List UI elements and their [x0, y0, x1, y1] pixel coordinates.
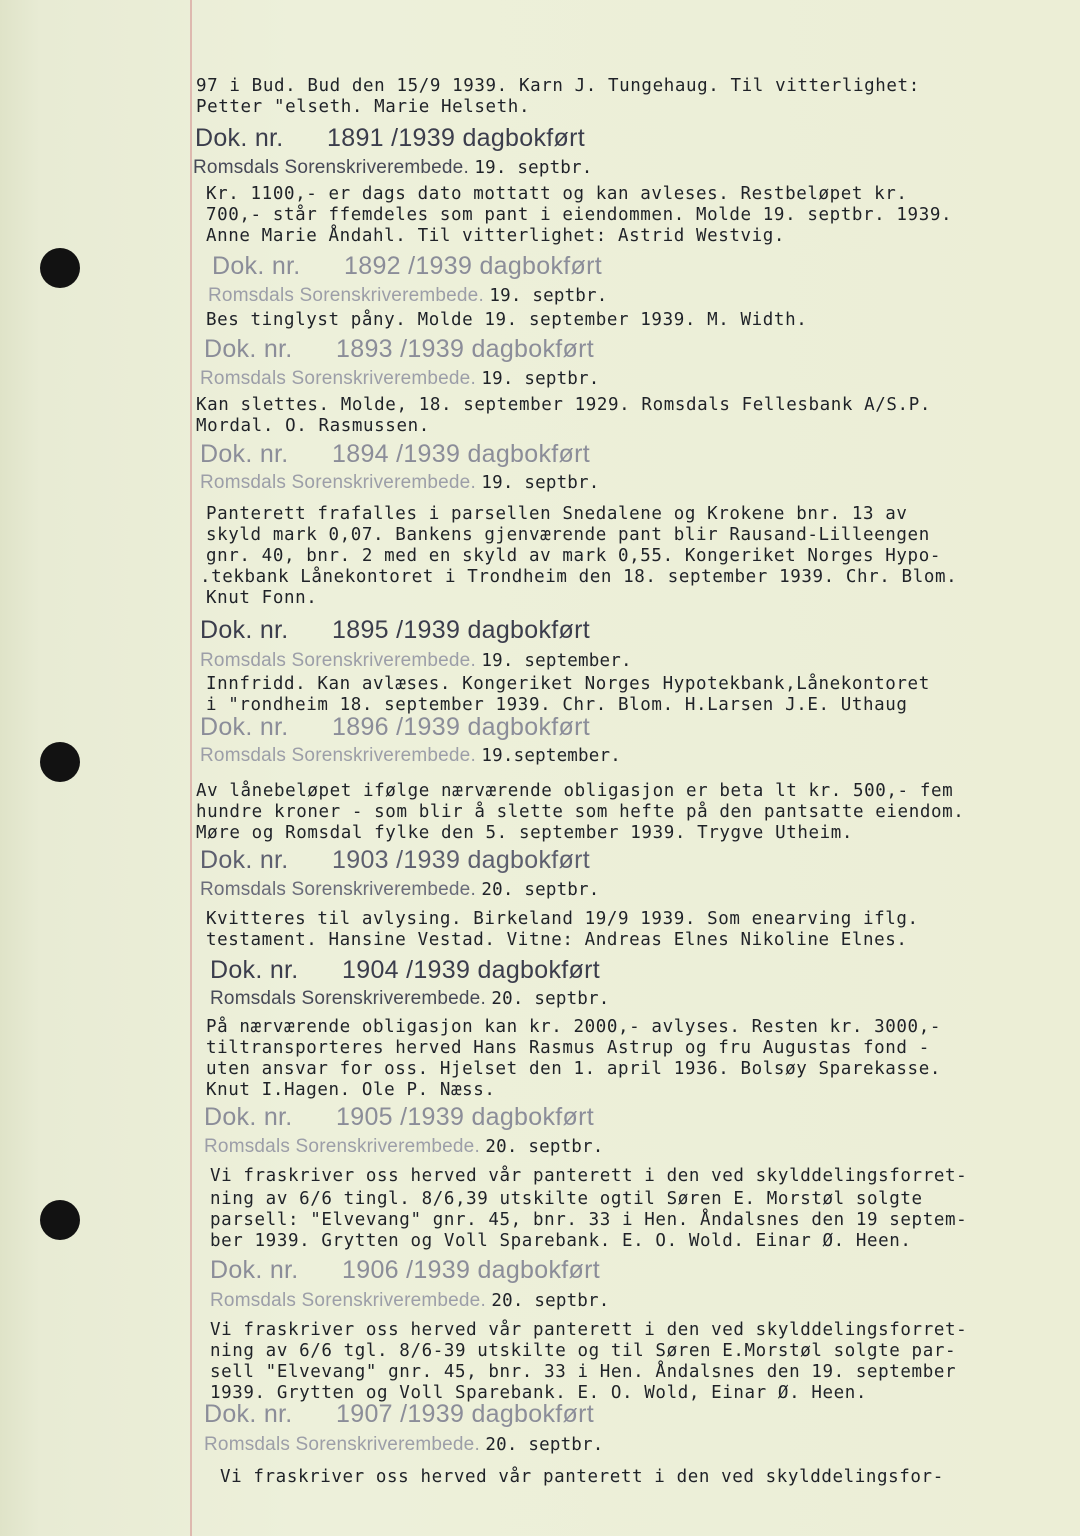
- text-line: hundre kroner - som blir å slette som hefte på den pantsatte eiendom.: [196, 802, 965, 822]
- text-line: Av lånebeløpet ifølge nærværende obligasjon er beta lt kr. 500,- fem: [196, 781, 954, 801]
- text-line: 97 i Bud. Bud den 15/9 1939. Karn J. Tungehaug. Til vitterlighet:: [196, 76, 920, 96]
- stamp-office: Romsdals Sorenskriverembede. 20. septbr.: [204, 1434, 604, 1455]
- text-line: .tekbank Lånekontoret i Trondheim den 18. september 1939. Chr. Blom.: [200, 567, 958, 587]
- text-line: Vi fraskriver oss herved vår panterett i den ved skylddelingsforret-: [210, 1320, 968, 1340]
- stamp-office: Romsdals Sorenskriverembede. 19. septbr.: [200, 472, 600, 493]
- stamp-doc-number: Dok. nr. 1903 /1939 dagbokført: [200, 846, 590, 874]
- text-line: uten ansvar for oss. Hjelset den 1. april 1936. Bolsøy Sparekasse.: [206, 1059, 941, 1079]
- text-line: På nærværende obligasjon kan kr. 2000,- avlyses. Resten kr. 3000,-: [206, 1017, 941, 1037]
- stamp-office: Romsdals Sorenskriverembede. 20. septbr.: [210, 988, 610, 1009]
- text-line: testament. Hansine Vestad. Vitne: Andreas Elnes Nikoline Elnes.: [206, 930, 908, 950]
- punch-hole: [40, 248, 80, 288]
- text-line: sell "Elvevang" gnr. 45, bnr. 33 i Hen. Åndalsnes den 19. september: [210, 1362, 957, 1382]
- stamp-office: Romsdals Sorenskriverembede. 19.september.: [200, 745, 621, 766]
- text-line: ber 1939. Grytten og Voll Sparebank. E. O. Wold. Einar Ø. Heen.: [210, 1231, 912, 1251]
- stamp-doc-number: Dok. nr. 1894 /1939 dagbokført: [200, 440, 590, 468]
- text-line: Panterett frafalles i parsellen Snedalene og Krokene bnr. 13 av: [206, 504, 908, 524]
- margin-rule: [190, 0, 192, 1536]
- text-line: Innfridd. Kan avlæses. Kongeriket Norges Hypotekbank,Lånekontoret: [206, 674, 930, 694]
- text-line: Knut I.Hagen. Ole P. Næss.: [206, 1080, 496, 1100]
- text-line: Vi fraskriver oss herved vår panterett i den ved skylddelingsfor-: [220, 1467, 944, 1487]
- stamp-office: Romsdals Sorenskriverembede. 19. septbr.: [208, 285, 608, 306]
- stamp-office: Romsdals Sorenskriverembede. 20. septbr.: [210, 1290, 610, 1311]
- text-line: Vi fraskriver oss herved vår panterett i den ved skylddelingsforret-: [210, 1166, 968, 1186]
- stamp-office: Romsdals Sorenskriverembede. 19. septbr.: [200, 368, 600, 389]
- text-line: Petter "elseth. Marie Helseth.: [196, 97, 531, 117]
- text-line: ning av 6/6 tingl. 8/6,39 utskilte ogtil Søren E. Morstøl solgte: [210, 1189, 923, 1209]
- stamp-doc-number: Dok. nr. 1904 /1939 dagbokført: [210, 956, 600, 984]
- text-line: tiltransporteres herved Hans Rasmus Astrup og fru Augustas fond -: [206, 1038, 930, 1058]
- text-line: Bes tinglyst påny. Molde 19. september 1939. M. Width.: [206, 310, 808, 330]
- text-line: Kr. 1100,- er dags dato mottatt og kan avleses. Restbeløpet kr.: [206, 184, 908, 204]
- stamp-office: Romsdals Sorenskriverembede. 20. septbr.: [200, 879, 600, 900]
- text-line: Møre og Romsdal fylke den 5. september 1939. Trygve Utheim.: [196, 823, 854, 843]
- punch-hole: [40, 1200, 80, 1240]
- text-line: Knut Fonn.: [206, 588, 318, 608]
- text-line: skyld mark 0,07. Bankens gjenværende pant blir Rausand-Lilleengen: [206, 525, 930, 545]
- stamp-doc-number: Dok. nr. 1891 /1939 dagbokført: [195, 124, 585, 152]
- stamp-doc-number: Dok. nr. 1892 /1939 dagbokført: [212, 252, 602, 280]
- stamp-doc-number: Dok. nr. 1905 /1939 dagbokført: [204, 1103, 594, 1131]
- stamp-office: Romsdals Sorenskriverembede. 20. septbr.: [204, 1136, 604, 1157]
- text-line: 1939. Grytten og Voll Sparebank. E. O. Wold, Einar Ø. Heen.: [210, 1383, 868, 1403]
- text-line: 700,- står ffemdeles som pant i eiendommen. Molde 19. septbr. 1939.: [206, 205, 953, 225]
- text-line: i "rondheim 18. september 1939. Chr. Blom. H.Larsen J.E. Uthaug: [206, 695, 908, 715]
- text-line: gnr. 40, bnr. 2 med en skyld av mark 0,55. Kongeriket Norges Hypo-: [206, 546, 941, 566]
- text-line: ning av 6/6 tgl. 8/6-39 utskilte og til Søren E.Morstøl solgte par-: [210, 1341, 957, 1361]
- stamp-doc-number: Dok. nr. 1893 /1939 dagbokført: [204, 335, 594, 363]
- stamp-doc-number: Dok. nr. 1895 /1939 dagbokført: [200, 616, 590, 644]
- stamp-doc-number: Dok. nr. 1896 /1939 dagbokført: [200, 713, 590, 741]
- text-line: Kvitteres til avlysing. Birkeland 19/9 1939. Som enearving iflg.: [206, 909, 919, 929]
- stamp-office: Romsdals Sorenskriverembede. 19. septbr.: [193, 157, 593, 178]
- text-line: parsell: "Elvevang" gnr. 45, bnr. 33 i Hen. Åndalsnes den 19 septem-: [210, 1210, 968, 1230]
- punch-hole: [40, 742, 80, 782]
- text-line: Anne Marie Åndahl. Til vitterlighet: Astrid Westvig.: [206, 226, 786, 246]
- text-line: Kan slettes. Molde, 18. september 1929. Romsdals Fellesbank A/S.P.: [196, 395, 931, 415]
- stamp-doc-number: Dok. nr. 1906 /1939 dagbokført: [210, 1256, 600, 1284]
- text-line: Mordal. O. Rasmussen.: [196, 416, 430, 436]
- stamp-office: Romsdals Sorenskriverembede. 19. september.: [200, 650, 632, 671]
- stamp-doc-number: Dok. nr. 1907 /1939 dagbokført: [204, 1400, 594, 1428]
